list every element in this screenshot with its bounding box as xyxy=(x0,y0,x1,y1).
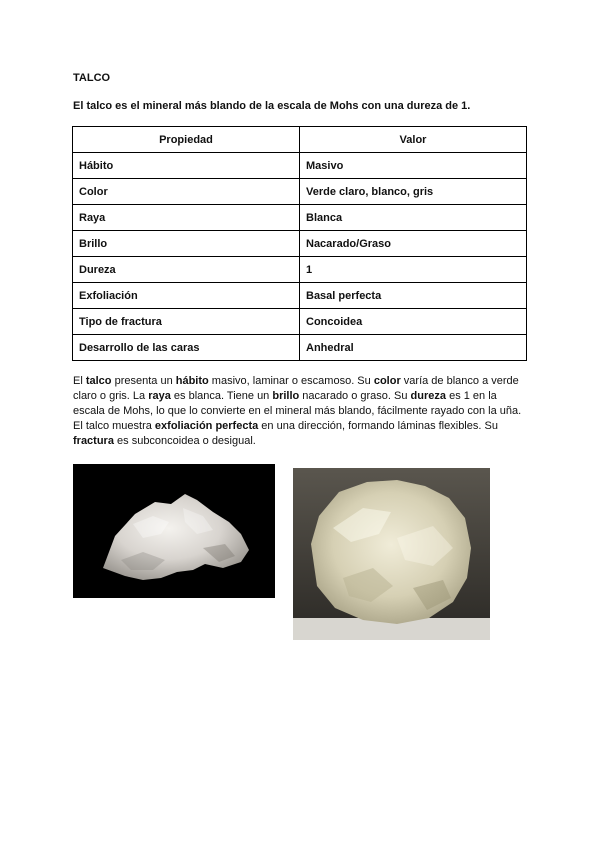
table-row xyxy=(73,257,527,283)
table-row xyxy=(73,153,527,179)
bold-term: hábito xyxy=(175,375,209,387)
text-run: nacarado o graso. Su xyxy=(299,390,411,402)
talc-photo-black-background xyxy=(73,464,275,598)
bold-term: exfoliación perfecta xyxy=(154,420,259,432)
value-cell: Blanca xyxy=(300,205,527,231)
property-cell: Hábito xyxy=(73,153,300,179)
bold-term: talco xyxy=(85,375,112,387)
table-row xyxy=(73,179,527,205)
bold-term: brillo xyxy=(272,390,300,402)
description-paragraph xyxy=(73,374,529,449)
value-cell: Anhedral xyxy=(300,335,527,361)
text-run: presenta un xyxy=(111,375,176,387)
text-run: es 1 en la escala de Mohs, lo que lo convierte en el mineral más blando, fácilmente rayado con la uña. El talco muestra xyxy=(73,390,522,432)
table-row xyxy=(73,231,527,257)
text-run: masivo, laminar o escamoso. Su xyxy=(208,375,374,387)
property-cell: Dureza xyxy=(73,257,300,283)
bold-term: color xyxy=(373,375,401,387)
text-run: es subconcoidea o desigual. xyxy=(113,435,256,447)
text-run: El xyxy=(73,375,86,387)
page-title: TALCO xyxy=(73,72,111,84)
bold-term: fractura xyxy=(73,435,114,447)
property-cell: Color xyxy=(73,179,300,205)
talc-specimen-image xyxy=(293,468,490,640)
table-row xyxy=(73,335,527,361)
property-cell: Brillo xyxy=(73,231,300,257)
column-header-property: Propiedad xyxy=(73,127,300,153)
text-run: en una dirección, formando láminas flexibles. Su xyxy=(258,420,498,432)
value-cell: Nacarado/Graso xyxy=(300,231,527,257)
property-cell: Tipo de fractura xyxy=(73,309,300,335)
property-cell: Desarrollo de las caras xyxy=(73,335,300,361)
table-row xyxy=(73,309,527,335)
column-header-value: Valor xyxy=(300,127,527,153)
talc-specimen-image xyxy=(73,464,275,598)
page-subtitle: El talco es el mineral más blando de la escala de Mohs con una dureza de 1. xyxy=(73,100,471,112)
table-row xyxy=(73,205,527,231)
properties-table xyxy=(72,126,527,361)
value-cell: Basal perfecta xyxy=(300,283,527,309)
text-run: varía de blanco a verde claro o gris. La xyxy=(73,375,519,402)
talc-photo-gray-background xyxy=(293,468,490,640)
property-cell: Raya xyxy=(73,205,300,231)
value-cell: 1 xyxy=(300,257,527,283)
property-cell: Exfoliación xyxy=(73,283,300,309)
bold-term: raya xyxy=(148,390,171,402)
table-row xyxy=(73,283,527,309)
value-cell: Verde claro, blanco, gris xyxy=(300,179,527,205)
table-header-row xyxy=(73,127,527,153)
text-run: es blanca. Tiene un xyxy=(170,390,273,402)
bold-term: dureza xyxy=(410,390,447,402)
value-cell: Masivo xyxy=(300,153,527,179)
value-cell: Concoidea xyxy=(300,309,527,335)
